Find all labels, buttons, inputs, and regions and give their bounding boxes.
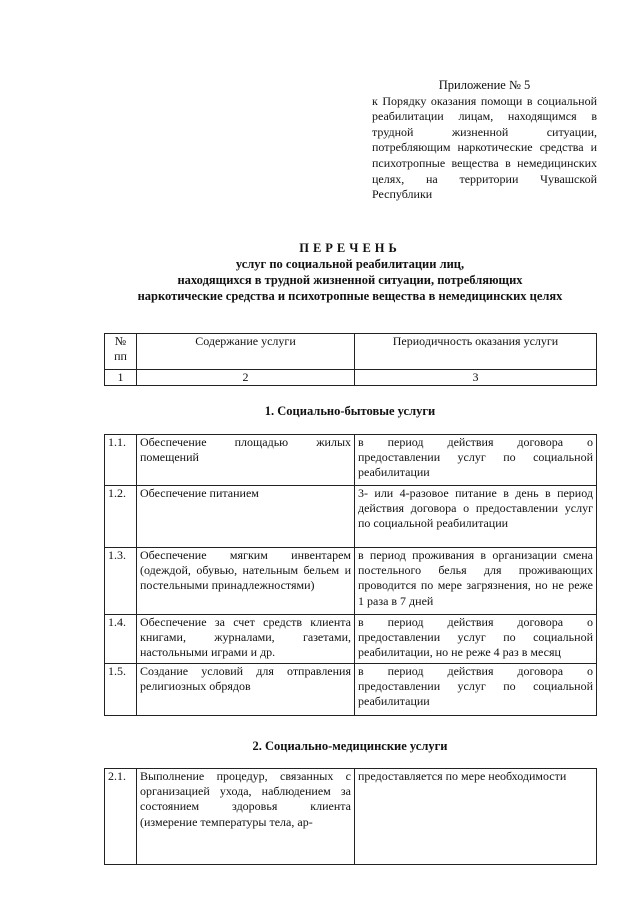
- row-content: Выполнение процедур, связанных с организацией ухода, наблюдением за состоянием здоровья клиента (измерение температуры тела, ар-: [137, 769, 355, 865]
- table-row: [105, 615, 597, 664]
- row-number: 1.4.: [105, 615, 137, 664]
- column-number-3: 3: [355, 370, 597, 386]
- list-subheading-line3: наркотические средства и психотропные вещества в немедицинских целях: [137, 289, 563, 303]
- column-header-number: № пп: [105, 334, 137, 370]
- row-number: 1.3.: [105, 548, 137, 615]
- row-number: 1.1.: [105, 435, 137, 486]
- row-period: 3- или 4-разовое питание в день в период действия договора о предоставлении услуг по социальной реабилитации: [355, 486, 597, 548]
- table-row: [105, 769, 597, 865]
- services-table-2: [104, 768, 597, 865]
- column-number-2: 2: [137, 370, 355, 386]
- list-subheading-line2: находящихся в трудной жизненной ситуации, потребляющих: [177, 273, 523, 287]
- header-table: [104, 333, 597, 386]
- row-number: 1.2.: [105, 486, 137, 548]
- services-table-1: [104, 434, 597, 716]
- list-heading: ПЕРЕЧЕНЬ: [299, 241, 401, 255]
- section-title: 1. Социально-бытовые услуги: [264, 404, 436, 418]
- row-content: Обеспечение за счет средств клиента книгами, журналами, газетами, настольными играми и др.: [137, 615, 355, 664]
- list-subheading-line1: услуг по социальной реабилитации лиц,: [235, 257, 465, 271]
- column-number-1: 1: [105, 370, 137, 386]
- column-header-period: Периодичность оказания услуги: [355, 334, 597, 370]
- row-content: Обеспечение мягким инвентарем (одеждой, обувью, нательным бельем и постельными принадлежностями): [137, 548, 355, 615]
- row-number: 2.1.: [105, 769, 137, 865]
- table-row: [105, 664, 597, 716]
- appendix-body: к Порядку оказания помощи в социальной реабилитации лицам, находящимся в трудной жизненной ситуации, потребляющим наркотические средства и психотропные вещества в немедицинских целях, на территории Чувашской Республики: [372, 93, 597, 202]
- table-row: [105, 486, 597, 548]
- row-content: Обеспечение питанием: [137, 486, 355, 548]
- appendix-block: [372, 78, 597, 203]
- row-content: Обеспечение площадью жилых помещений: [137, 435, 355, 486]
- row-period: предоставляется по мере необходимости: [355, 769, 597, 865]
- row-number: 1.5.: [105, 664, 137, 716]
- row-content: Создание условий для отправления религиозных обрядов: [137, 664, 355, 716]
- section-title: 2. Социально-медицинские услуги: [252, 739, 448, 753]
- table-row: [105, 548, 597, 615]
- row-period: в период действия договора о предоставлении услуг по социальной реабилитации: [355, 664, 597, 716]
- column-header-content: Содержание услуги: [137, 334, 355, 370]
- row-period: в период действия договора о предоставлении услуг по социальной реабилитации, но не реже 4 раз в месяц: [355, 615, 597, 664]
- row-period: в период действия договора о предоставлении услуг по социальной реабилитации: [355, 435, 597, 486]
- row-period: в период проживания в организации смена постельного белья для проживающих проводится по мере загрязнения, но не реже 1 раза в 7 дней: [355, 548, 597, 615]
- appendix-title: Приложение № 5: [438, 78, 531, 92]
- table-row: [105, 435, 597, 486]
